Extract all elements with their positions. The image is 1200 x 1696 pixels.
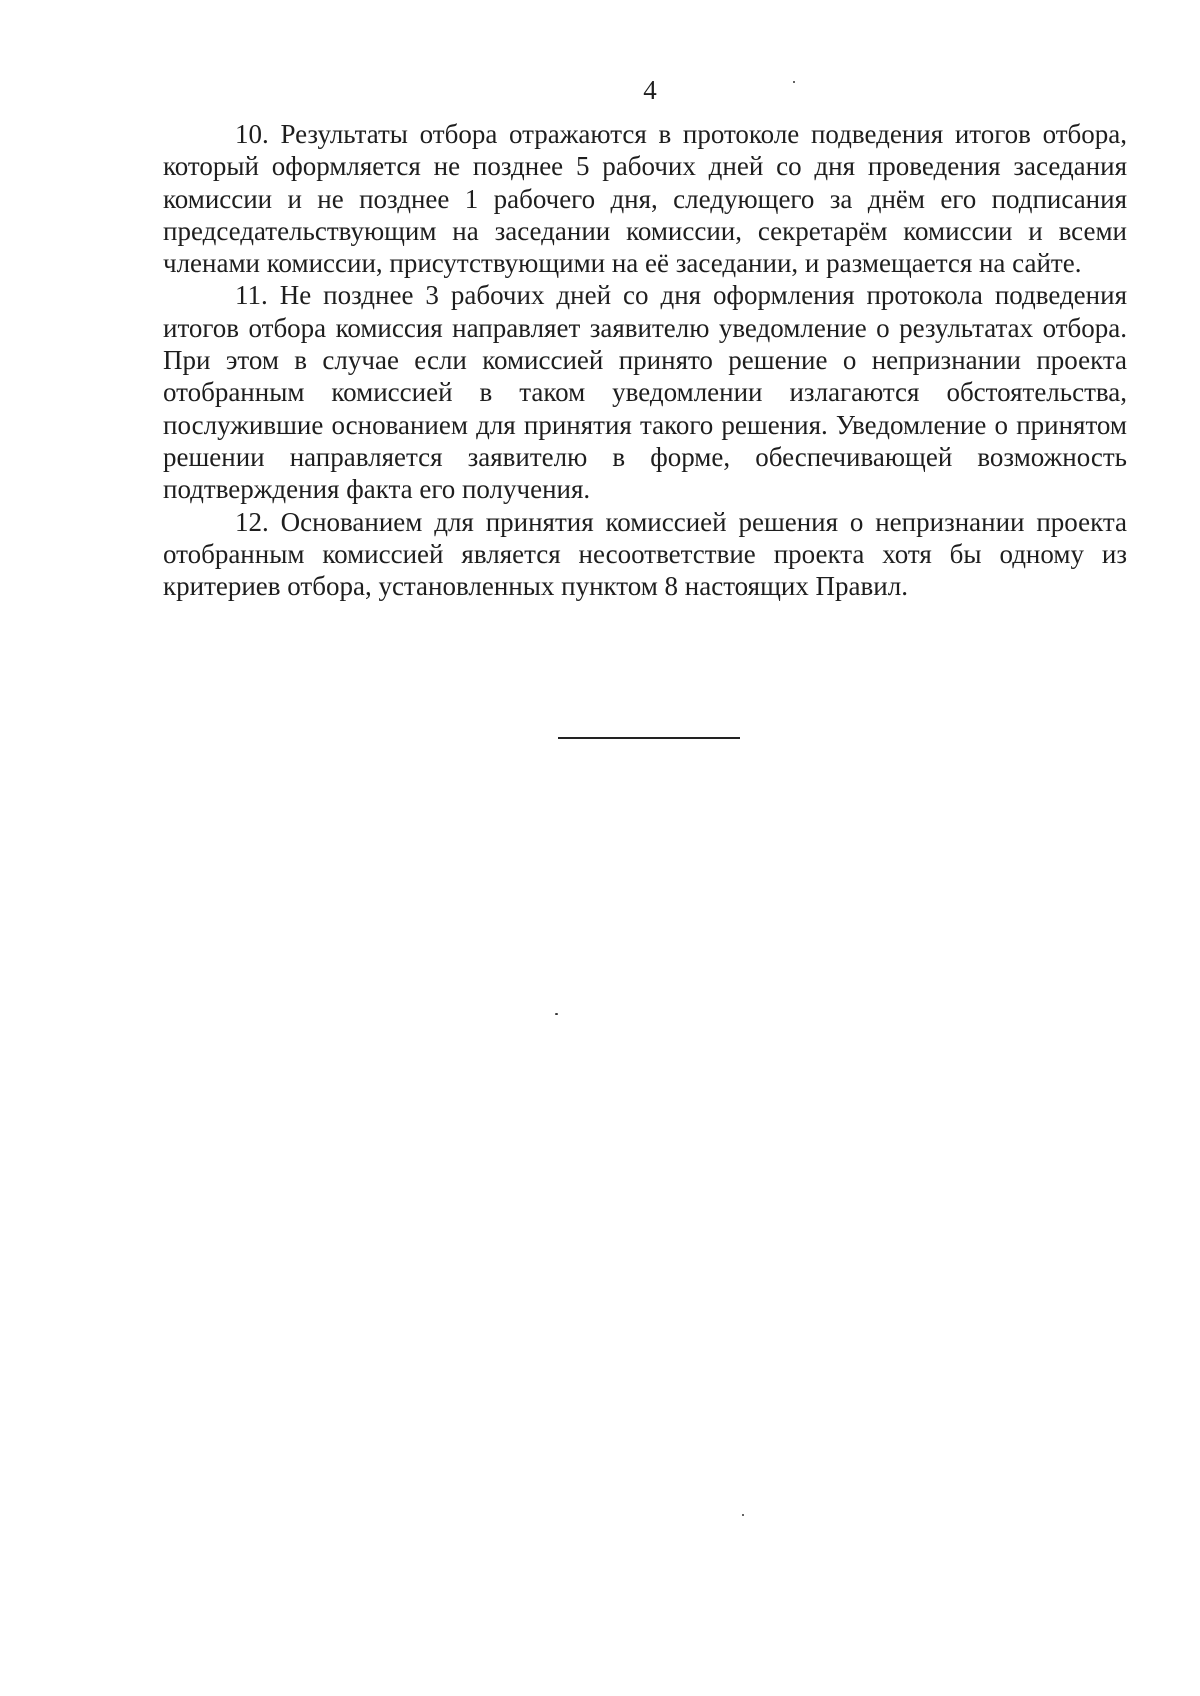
scan-speck bbox=[555, 1013, 558, 1015]
paragraph-11: 11. Не позднее 3 рабочих дней со дня оформления протокола подведения итогов отбора комиссия направляет заявителю уведомление о результатах отбора. При этом в случае если комиссией принято решение о непризнании проекта отобранным комиссией в таком уведомлении излагаются обстоятельства, послужившие основанием для принятия такого решения. Уведомление о принятом решении направляется заявителю в форме, обеспечивающей возможность подтверждения факта его получения. bbox=[163, 280, 1127, 505]
paragraph-10: 10. Результаты отбора отражаются в протоколе подведения итогов отбора, который оформляется не позднее 5 рабочих дней со дня проведения заседания комиссии и не позднее 1 рабочего дня, следующего за днём его подписания председательствующим на заседании комиссии, секретарём комиссии и всеми членами комиссии, присутствующими на её заседании, и размещается на сайте. bbox=[163, 119, 1127, 279]
closing-divider-line bbox=[558, 737, 740, 739]
scan-speck bbox=[742, 1514, 744, 1516]
scan-speck bbox=[793, 81, 795, 83]
page-number: 4 bbox=[643, 75, 657, 105]
document-body bbox=[163, 118, 1127, 602]
paragraph-12: 12. Основанием для принятия комиссией решения о непризнании проекта отобранным комиссией является несоответствие проекта хотя бы одному из критериев отбора, установленных пунктом 8 настоящих Правил. bbox=[163, 506, 1127, 602]
